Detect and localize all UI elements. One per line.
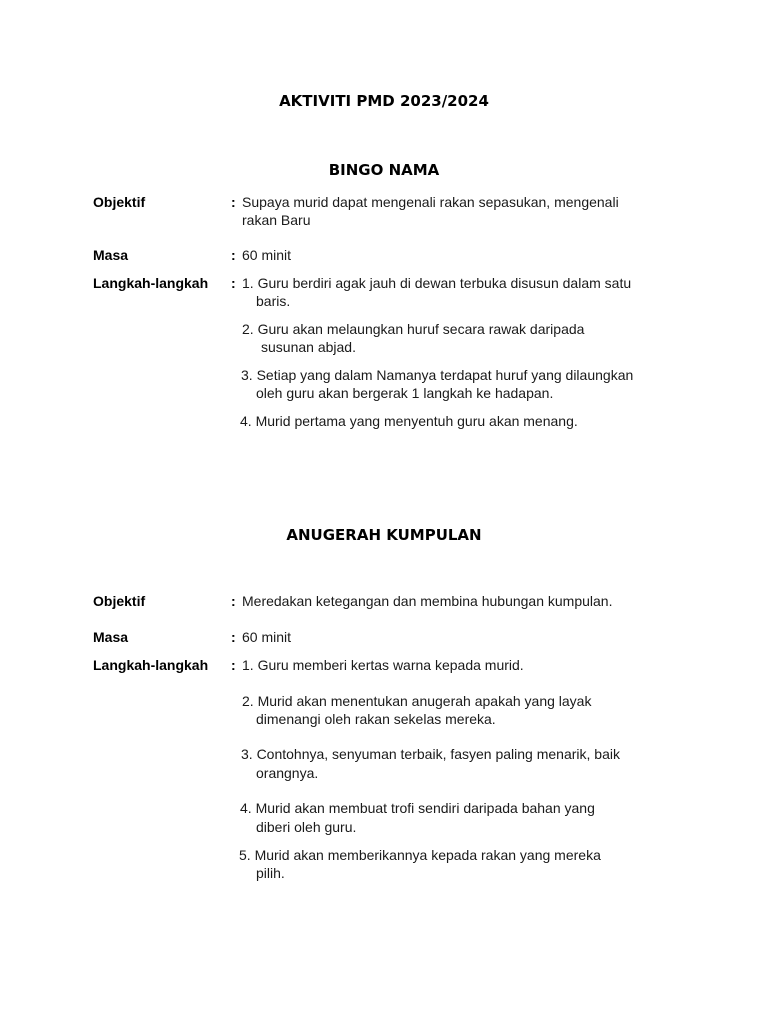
step-text: baris.	[256, 293, 291, 309]
step-text: 2. Guru akan melaungkan huruf secara rawak daripada	[242, 321, 585, 337]
colon: :	[231, 629, 236, 645]
document-heading: AKTIVITI PMD 2023/2024	[279, 92, 489, 110]
step-text: 1. Guru memberi kertas warna kepada murid.	[242, 657, 524, 673]
step-text: pilih.	[256, 865, 285, 881]
objektif-text: Supaya murid dapat mengenali rakan sepasukan, mengenali	[242, 194, 619, 210]
colon: :	[231, 247, 236, 263]
step-text: 1. Guru berdiri agak jauh di dewan terbuka disusun dalam satu	[242, 275, 632, 291]
activity-title: BINGO NAMA	[328, 161, 440, 179]
colon: :	[231, 593, 236, 609]
step-text: diberi oleh guru.	[256, 819, 357, 835]
step-text: 3. Contohnya, senyuman terbaik, fasyen paling menarik, baik	[241, 746, 620, 762]
step-text: orangnya.	[256, 765, 319, 781]
masa-value: 60 minit	[242, 247, 292, 263]
activity-title: ANUGERAH KUMPULAN	[286, 526, 482, 544]
objektif-text: rakan Baru	[242, 212, 311, 228]
step-text: 2. Murid akan menentukan anugerah apakah yang layak	[242, 693, 592, 709]
step-text: oleh guru akan bergerak 1 langkah ke hadapan.	[256, 385, 554, 401]
step-text: 5. Murid akan memberikannya kepada rakan yang mereka	[239, 847, 601, 863]
masa-value: 60 minit	[242, 629, 292, 645]
objektif-text: Meredakan ketegangan dan membina hubungan kumpulan.	[242, 593, 613, 609]
colon: :	[231, 275, 236, 291]
step-text: dimenangi oleh rakan sekelas mereka.	[256, 711, 496, 727]
colon: :	[231, 657, 236, 673]
step-text: susunan abjad.	[261, 339, 356, 355]
step-text: 4. Murid akan membuat trofi sendiri daripada bahan yang	[240, 800, 595, 816]
objektif-label: Objektif	[93, 593, 146, 609]
colon: :	[231, 194, 236, 210]
step-text: 4. Murid pertama yang menyentuh guru akan menang.	[240, 413, 578, 429]
masa-label: Masa	[93, 247, 129, 263]
langkah-label: Langkah-langkah	[93, 657, 209, 673]
langkah-label: Langkah-langkah	[93, 275, 209, 291]
step-text: 3. Setiap yang dalam Namanya terdapat huruf yang dilaungkan	[241, 367, 634, 383]
masa-label: Masa	[93, 629, 129, 645]
objektif-label: Objektif	[93, 194, 146, 210]
